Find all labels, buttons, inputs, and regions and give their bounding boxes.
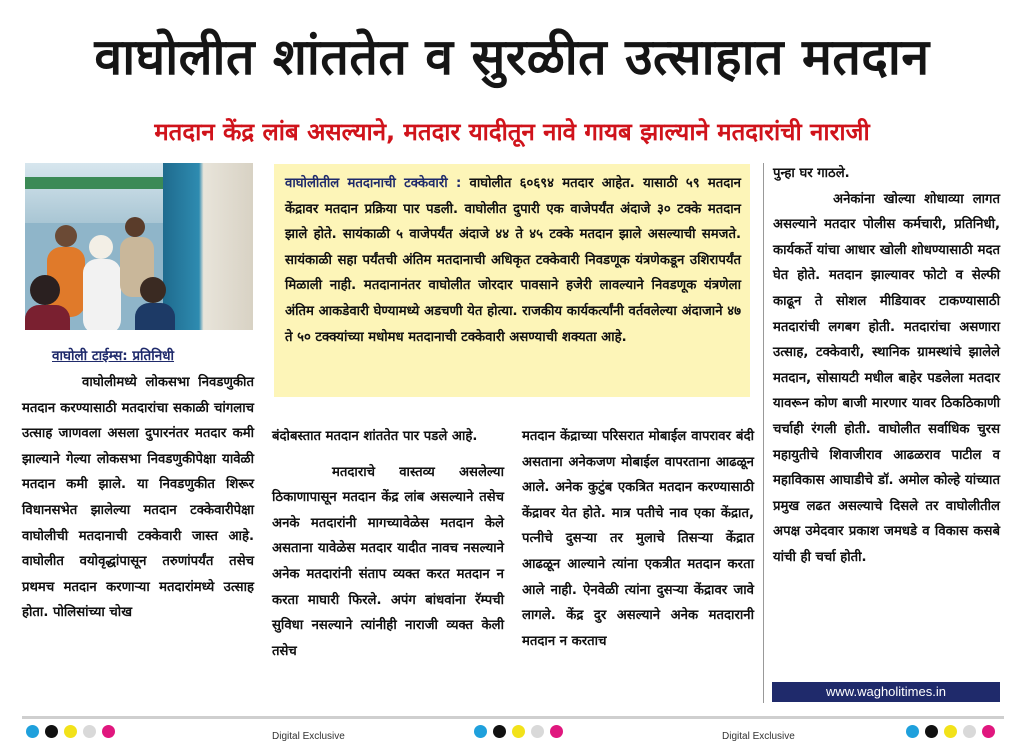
registration-dot (944, 725, 957, 738)
registration-dot (45, 725, 58, 738)
registration-dot (906, 725, 919, 738)
article-column-4 (773, 161, 1000, 571)
paragraph: वाघोलीमध्ये लोकसभा निवडणुकीत मतदान करण्यासाठी मतदारांचा सकाळी चांगलाच उत्साह जाणवला असला दुपारनंतर मतदार कमी झाल्याने गेल्या लोकसभा निवडणुकीपेक्षा यावेळी मतदान कमी झाले. या निवडणुकीत शिरूर विधानसभेत झालेल्या मतदान टक्केवारीपेक्षा वाघोलीची मतदानाची टक्केवारी जास्त आहे. वाघोलीत वयोवृद्धांपासून तरुणांपर्यंत तसेच प्रथमच मतदान करणाऱ्या मतदारांमध्ये उत्साह होता. पोलिसांच्या चोख (22, 375, 254, 621)
byline: वाघोली टाईम्स: प्रतिनिधी (52, 348, 175, 364)
footer-label-right: Digital Exclusive (722, 731, 795, 742)
paragraph: मतदान केंद्राच्या परिसरात मोबाईल वापरावर बंदी असताना अनेकजण मोबाईल वापरताना आढळून आले. अनेक कुटुंब एकत्रित मतदान करण्यासाठी केंद्रावर येत होते. मात्र पतीचे नाव एका केंद्रात, पत्नीचे दुसऱ्या तर मुलाचे तिसऱ्या केंद्रात आढळून आल्याने त्यांना एकत्रीत मतदान करता आले नाही. ऐनवेळी त्यांना दुसऱ्या केंद्रावर जावे लागले. केंद्र दुर असल्याने अनेक मतदारानी मतदान न करताच (522, 429, 754, 649)
paragraph: पुन्हा घर गाठले. (773, 166, 850, 181)
footer-rule (22, 716, 1004, 719)
registration-dot (531, 725, 544, 738)
website-url: www.wagholitimes.in (772, 682, 1000, 702)
article-column-1 (22, 370, 254, 626)
registration-dot (493, 725, 506, 738)
registration-dot (102, 725, 115, 738)
paragraph: अनेकांना खोल्या शोधाव्या लागत असल्याने मतदार पोलीस कर्मचारी, प्रतिनिधी, कार्यकर्ते यांचा आधार खोली शोधण्यासाठी मदत घेत होते. मतदान झाल्यावर फोटो व सेल्फी काढून ते सोशल मीडियावर टाकण्यासाठी मतदारांची लगबग होती. मतदारांचा असणारा उत्साह, टक्केवारी, स्थानिक ग्रामस्थांचे झालेले मतदान, सोसायटी मधील बाहेर पडलेला मतदार यावरून कोण बाजी मारणार यावर ठिकठिकाणी चर्चाही रंगली होती. वाघोलीत सर्वाधिक चुरस महायुतीचे शिवाजीराव आढळराव पाटील व महाविकास आघाडीचे डॉ. अमोल कोल्हे यांच्यात प्रमुख लढत असल्याचे दिसले तर वाघोलीतील अपक्ष उमेदवार प्रकाश जमधडे व विकास कसबे यांची ही चर्चा होती. (773, 191, 1000, 565)
paragraph: मतदाराचे वास्तव्य असलेल्या ठिकाणापासून मतदान केंद्र लांब असल्याने तसेच अनके मतदारांनी मागच्यावेळेस मतदान केले असताना यावेळेस मतदार यादीत नावच नसल्याने अनेक मतदारांनी संताप व्यक्त करत मतदान न करता माघारी फिरले. अपंग बांधवांना रॅम्पची सुविधा नसल्याने त्यांनीही नाराजी व्यक्त केली तसेच (272, 464, 504, 659)
footer-label-left: Digital Exclusive (272, 731, 345, 742)
registration-dot (925, 725, 938, 738)
registration-dot (26, 725, 39, 738)
registration-dot (512, 725, 525, 738)
voters-queue-photo (25, 163, 253, 330)
registration-dot (474, 725, 487, 738)
subheadline: मतदान केंद्र लांब असल्याने, मतदार यादीतून नावे गायब झाल्याने मतदारांची नाराजी (154, 118, 870, 146)
registration-dot (64, 725, 77, 738)
paragraph: बंदोबस्तात मतदान शांततेत पार पडले आहे. (272, 429, 478, 444)
highlight-box-text (285, 171, 741, 350)
article-column-2 (272, 424, 504, 664)
registration-dot (83, 725, 96, 738)
registration-dot (982, 725, 995, 738)
column-divider (763, 163, 764, 703)
highlight-box-label: वाघोलीतील मतदानाची टक्केवारी : (285, 176, 462, 191)
registration-dot (963, 725, 976, 738)
article-column-3 (522, 424, 754, 654)
color-registration-dots-left (26, 725, 115, 739)
color-registration-dots-center (474, 725, 563, 739)
color-registration-dots-right (906, 725, 995, 739)
headline: वाघोलीत शांततेत व सुरळीत उत्साहात मतदान (94, 28, 930, 86)
highlight-box-body: वाघोलीत ६०६९४ मतदार आहेत. यासाठी ५९ मतदान केंद्रावर मतदान प्रक्रिया पार पडली. वाघोलीत दुपारी एक वाजेपर्यंत अंदाजे ३० टक्के मतदान झाले होते. सायंकाळी ५ वाजेपर्यंत अंदाजे ४४ ते ४५ टक्के मतदान झाले असल्याची समजते. सायंकाळी सहा पर्यंतची अंतिम मतदानाची अधिकृत टक्केवारी निवडणूक यंत्रणेकडून उशिरापर्यंत मिळाली नाही. मतदानानंतर वाघोलीत जोरदार पावसाने हजेरी लावल्याने निवडणूक यंत्रणेला अंतिम आकडेवारी घेण्यामध्ये अडचणी येत होत्या. राजकीय कार्यकर्त्यांनी वर्तवलेल्या अंदाजाने ४७ ते ५० टक्क्यांच्या मधोमध मतदानाची टक्केवारी असण्याची शक्यता आहे. (285, 176, 741, 345)
registration-dot (550, 725, 563, 738)
